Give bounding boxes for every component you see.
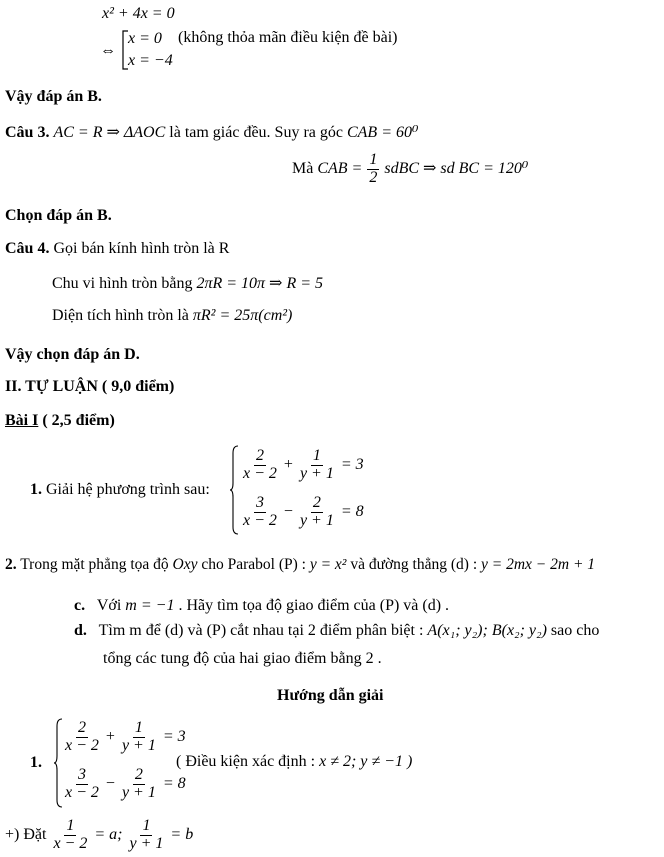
p1-text: 1. Giải hệ phương trình sau: (30, 481, 210, 498)
case-note: (không thỏa mãn điều kiện đề bài) (178, 29, 398, 46)
q3-label: Câu 3. (5, 124, 50, 141)
q3-line2 (292, 152, 528, 187)
p1-row1: $\frac{2}{x - 2}$ + $\frac{1}{y + 1}$ = 3 (243, 447, 364, 482)
section-title: II. TỰ LUẬN ( 9,0 điểm) (5, 378, 175, 395)
q4-text: Gọi bán kính hình tròn là R (53, 240, 230, 257)
part-d-line2: tổng các tung độ của hai giao điểm bằng 2 . (103, 650, 382, 667)
p1-row2: $\frac{3}{x - 2}$ − $\frac{2}{y + 1}$ = 8 (243, 494, 364, 529)
q3-fraction: $\frac{1}{2}$ (369, 151, 378, 186)
part-c: c. Với m = −1 . Hãy tìm tọa độ giao điểm của (P) và (d) . (74, 597, 450, 614)
q4-label: Câu 4. (5, 240, 50, 257)
q3-angle: CAB = 60⁰ (346, 124, 419, 141)
q3-line2-prefix: Mà (292, 159, 314, 177)
substitution: +) Đặt $\frac{1}{x - 2}$ = a; $\frac{1}{y + 1}$ = b (5, 817, 194, 852)
guide-title: Hướng dẫn giải (277, 687, 384, 704)
case-x0: x = 0 (128, 30, 162, 47)
sol1-row2: $\frac{3}{x - 2}$ − $\frac{2}{y + 1}$ = 8 (65, 766, 186, 801)
sol1-condition: ( Điều kiện xác định : x ≠ 2; y ≠ −1 ) (176, 753, 413, 770)
question-4 (5, 240, 229, 258)
q4-perimeter: Chu vi hình tròn bằng 2πR = 10π ⇒ R = 5 (52, 275, 324, 292)
top-equation: x² + 4x = 0 (102, 5, 175, 22)
answer-b-1: Vậy đáp án B. (5, 88, 102, 105)
q3-math: AC = R ⇒ ΔAOC (53, 124, 166, 141)
answer-d: Vậy chọn đáp án D. (5, 346, 140, 363)
q3-line2-a: CAB = (317, 159, 363, 177)
equivalent-icon: ⇔ (100, 42, 116, 59)
q4-area: Diện tích hình tròn là πR² = 25π(cm²) (52, 307, 293, 324)
answer-b-2: Chọn đáp án B. (5, 207, 112, 224)
system-brace-icon (229, 445, 239, 535)
bai1-heading: Bài I ( 2,5 điểm) (5, 412, 115, 429)
question-3 (5, 122, 418, 142)
case-x-4: x = −4 (128, 52, 173, 69)
q3-text: là tam giác đều. Suy ra góc (169, 124, 343, 141)
p2-text: 2. Trong mặt phẳng tọa độ Oxy cho Parabol (P) : y = x² và đường thẳng (d) : y = 2mx − 2m + 1 (5, 556, 596, 573)
part-d: d. Tìm m để (d) và (P) cắt nhau tại 2 điểm phân biệt : A(x₁; y₂); B(x₂; y₂) sao cho (74, 622, 600, 639)
q3-line2-b: sdBC ⇒ sd BC = 120⁰ (384, 159, 529, 177)
sol1-label: 1. (30, 754, 42, 771)
sol1-row1: $\frac{2}{x - 2}$ + $\frac{1}{y + 1}$ = 3 (65, 719, 186, 754)
